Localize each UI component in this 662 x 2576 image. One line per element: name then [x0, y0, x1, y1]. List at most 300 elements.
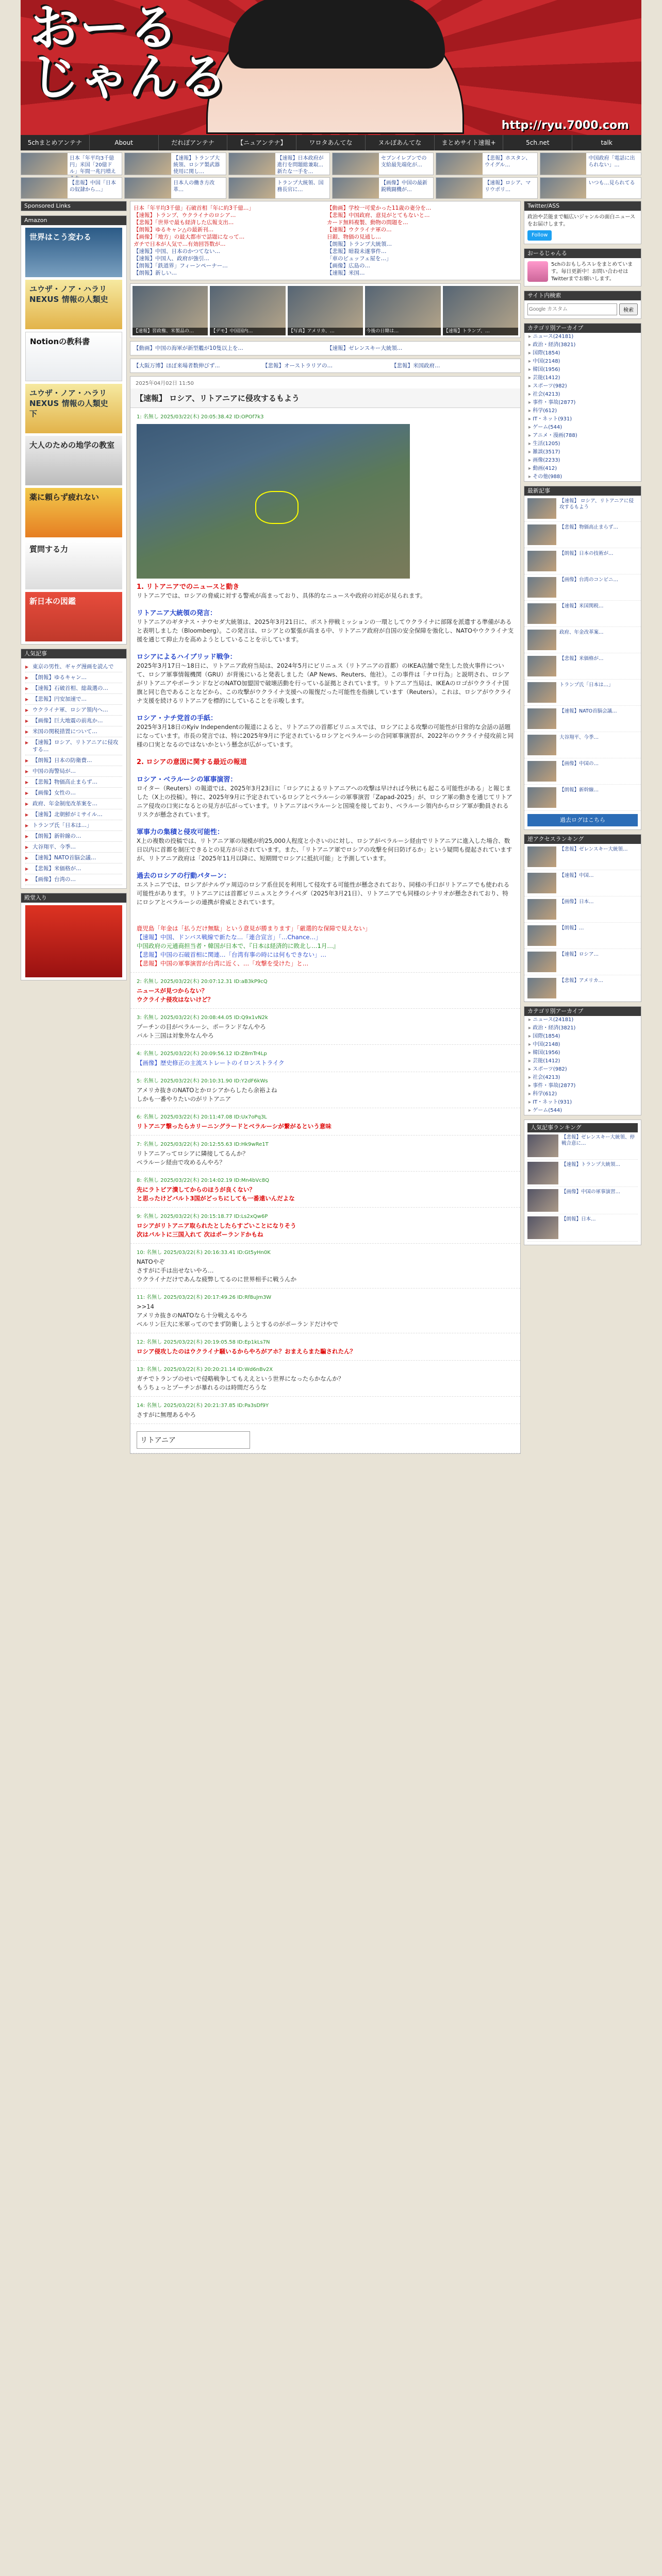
headline-link[interactable]: 【悲報】「世界で最も経済した広報支出… — [134, 219, 234, 226]
promo-link[interactable]: 中国政府の元通商担当者・韓国が日本で、『日本は経済的に敗北し…1月…』 — [137, 942, 339, 950]
list-item[interactable]: ▶ 【朗報】ゆるキャン… — [25, 672, 122, 683]
response-line: >>14 — [137, 1303, 154, 1310]
avatar — [527, 261, 548, 282]
popular-box — [21, 649, 127, 889]
photo-link[interactable] — [210, 286, 285, 335]
logo-line-2: じゃんる — [30, 48, 228, 106]
popular-ranking-title: 人気記事ランキング — [527, 1123, 638, 1132]
response-line: さすがに無理あるやろ — [137, 1411, 196, 1418]
response-line: ウクライナだけであんな疲弊してるのに世界相手に戦うんか — [137, 1276, 297, 1283]
twitter-title: Twitter/ASS — [524, 201, 641, 211]
thumb-link[interactable] — [21, 152, 122, 175]
thumbnail-image — [527, 630, 556, 650]
section-body: エストニアでは、ロシアがナルヴァ周辺のロシア系住民を利用して侵攻する可能性が懸念されており、同様の手口がリトアニアでも使われる可能性があります。リトアニアには首都ビリニュスとクライペダ（2025年3月21日）、リトアニアでも同様のシナリオが懸念されており、特にロシアとベラルーシの連携が脅威とされています。 — [137, 881, 510, 906]
section-body: リトアニアのギタナス・ナウセダ大統領は、2025年3月21日に、ポスト停戦ミッションの一環としてウクライナに部隊を派遣する準備があると表明しました（Bloomberg）。この発言は、ロシアとの緊張が高まる中、リトアニア政府が自国の安全保障を強化し、NATOやウクライナ支援を通じて抑止力を高めようとしていることを示しています。 — [137, 618, 514, 643]
thumbnail-title: 【朗報】日本… — [561, 1216, 596, 1222]
twitter-box — [524, 201, 641, 244]
category-link[interactable]: ▸ ニュース(24181) — [524, 333, 641, 341]
book-ad[interactable]: 薬に頼らず疲れない — [25, 488, 122, 537]
headline-link[interactable]: 【朗報】「鉄道界」フィーンペーナー… — [134, 263, 228, 269]
category-link[interactable]: ▸ ゲーム(544) — [524, 1107, 641, 1115]
ranking-article-link[interactable] — [527, 1187, 638, 1214]
amazon-box — [21, 215, 127, 645]
book-ad[interactable]: ユウザ・ノア・ハラリ NEXUS 情報の人類史 — [25, 280, 122, 329]
profile-body — [524, 258, 641, 286]
thumbnail-image — [527, 577, 556, 598]
article-date: 2025年04月02日 11:50 — [136, 381, 194, 386]
reverse-access-link[interactable] — [524, 923, 641, 949]
section-title: 2. ロシアの意図に関する最近の報道 — [137, 758, 247, 766]
thumb-link[interactable] — [228, 177, 330, 199]
list-item[interactable]: ▶ 【画像】台湾の… — [25, 874, 122, 885]
recent-article-link[interactable] — [524, 653, 641, 680]
photo-link[interactable] — [443, 286, 518, 335]
nav-item[interactable]: まとめサイト速報+ — [435, 135, 504, 150]
thumb-link[interactable] — [332, 177, 434, 199]
thumb-title: セブンイレブンでの支給最先端化が… — [380, 156, 427, 168]
response — [130, 1072, 520, 1108]
list-item[interactable]: ▶ 【速報】NATO首脳会議… — [25, 853, 122, 863]
category-link[interactable]: ▸ IT・ネット(931) — [524, 415, 641, 423]
response-header: 1: 名無し 2025/03/22(木) 20:05:38.42 ID:OPOf7k3 — [137, 414, 264, 420]
category-link[interactable]: ▸ 社会(4213) — [524, 391, 641, 399]
section-body: 2025年3月17日〜18日に、リトアニア政府当局は、2024年5月にビリニュス（リトアニアの首都）のIKEA店舗で発生した放火事件について、ロシア軍事情報機関（GRU）が背後にいると発表しました（AP News、Reuters、他社）。この事件は「ナロ行為」と説明され、ロシアがリトアニアやポーランドなどのNATO加盟国で破壊活動を行っている証拠とされています。リトアニア当局は、IKEAのロゴがウクライナ国旗と同じ色であることなどから、この攻撃がウクライナ支援への報復だった可能性を指摘しています（Reuters）。これは、ロシアがウクライナ支援を続けるリトアニアを標的にしていることを示唆します。 — [137, 662, 512, 704]
list-item[interactable]: ▶ 【画像】巨大地震の前兆か… — [25, 716, 122, 726]
profile-title: おーるじゃんる — [524, 249, 641, 258]
popular-ranking-box — [524, 1120, 641, 1245]
response-line: リトアニアってロシアに隣接してるんか？ — [137, 1150, 249, 1157]
recent-article-link[interactable] — [524, 522, 641, 548]
response — [130, 1208, 520, 1244]
response-header: 14: 名無し 2025/03/22(木) 20:21:37.85 ID:Pa3sDf9Y — [137, 1403, 269, 1409]
thumbnail-image — [527, 952, 556, 972]
category-link[interactable]: ▸ 雑談(3517) — [524, 448, 641, 456]
thumbnail-image — [527, 682, 556, 703]
response — [130, 1397, 520, 1424]
popular-list — [21, 658, 126, 888]
feature-link[interactable]: 【動画】中国の海軍が新型艦が10隻以上を… — [134, 345, 243, 351]
reverse-access-link[interactable] — [524, 844, 641, 870]
reverse-access-link[interactable] — [524, 975, 641, 1002]
headline-link[interactable]: カード無料複製、動物の問題を… — [327, 219, 408, 226]
thumbnail-image — [527, 551, 556, 571]
headline-link[interactable]: 【速報】中国、日本のかつてない… — [134, 248, 220, 255]
headline-link[interactable]: 【朗報】トランプ大統領… — [327, 241, 392, 247]
photo-caption: 【速報】トランプ、… — [443, 328, 518, 335]
headline-link[interactable]: 【朗報】ゆるキャン△の最新刊… — [134, 227, 214, 233]
response-line: 【画像】歴史修正の主流ストレートのイロンストライク — [137, 1059, 285, 1066]
search-box-image: リトアニア — [137, 1431, 250, 1449]
headline-list-right — [327, 205, 517, 277]
section-body: X上の複数の投稿では、リトアニア軍の規模が約25,000人程度と小さいのに対し、ロシアがベラルーシ経由でリトアニアに進入した場合、数日以内に首都を制圧できるとの見方が示されています。また、「リトアニア軍でロシアの攻撃を何日防げるか」という疑問も提起されていますが、リトアニア政府は「2025年11月以降に、短期間でロシアに抵抗可能」と予測しています。 — [137, 837, 512, 862]
thumbnail-image — [527, 1162, 558, 1184]
response-body — [137, 1302, 514, 1329]
nav-item[interactable]: 【ニュアンテナ】 — [227, 135, 296, 150]
list-item[interactable]: ▶ トランプ氏「日本は…」 — [25, 820, 122, 831]
book-ad[interactable]: 新日本の図鑑 — [25, 592, 122, 641]
article — [130, 376, 521, 1454]
response — [130, 1108, 520, 1136]
list-item[interactable]: ▶ 【悲報】物価高止まらず… — [25, 777, 122, 788]
response-body — [137, 1185, 514, 1203]
reverse-access-link[interactable] — [524, 949, 641, 975]
recent-article-link[interactable] — [524, 758, 641, 785]
response — [130, 1136, 520, 1172]
book-ad[interactable]: Notionの教科書 — [25, 332, 122, 381]
thumbnail-title: 【速報】 ロシア、リトアニアに侵攻するもよう — [559, 498, 634, 510]
category-link[interactable]: ▸ IT・ネット(931) — [524, 1098, 641, 1107]
category-link[interactable]: ▸ アニメ・漫画(788) — [524, 432, 641, 440]
recent-article-link[interactable] — [524, 574, 641, 601]
thumbnail-title: 【速報】中国… — [559, 873, 594, 878]
response-body — [137, 1059, 514, 1067]
response-body — [137, 583, 514, 968]
headline-link[interactable]: 【動画】学校一可愛かった11歳の妻分を… — [327, 205, 432, 211]
response-line: しかも一番やりたいのがリトアニア — [137, 1095, 231, 1103]
thumb-link[interactable] — [540, 177, 641, 199]
promo-link[interactable]: 鹿児島「年金は「払うだけ無駄」という意見が勝まります」「厳選的な保障で見えない」 — [137, 925, 371, 932]
response-line: バルト三国は対象外なんやろ — [137, 1032, 214, 1039]
list-item[interactable]: ▶ 【悲報】米価格が… — [25, 863, 122, 874]
thumbnail-image — [527, 1189, 558, 1212]
response-header: 13: 名無し 2025/03/22(木) 20:20:21.14 ID:Wd6nBv2X — [137, 1367, 273, 1372]
site-banner[interactable] — [21, 0, 641, 135]
nav-item[interactable]: ヌルぽあんてな — [366, 135, 435, 150]
thumbnail-title: 【悲報】ゼレンスキー大統領、停戦合意に… — [561, 1134, 635, 1146]
list-item[interactable]: ▶ 東京の男性、ギャグ漫画を読んで — [25, 662, 122, 672]
headline-link[interactable]: 【速報】米国… — [327, 270, 365, 276]
category-link[interactable]: ▸ 画像(2233) — [524, 456, 641, 465]
response-header: 2: 名無し 2025/03/22(木) 20:07:12.31 ID:aB3kP9cQ — [137, 979, 268, 985]
recent-article-link[interactable] — [524, 706, 641, 732]
thumb-image — [333, 153, 379, 175]
response-header: 9: 名無し 2025/03/22(木) 20:15:18.77 ID:Ls2xQw6P — [137, 1214, 268, 1219]
category-link[interactable]: ▸ 科学(612) — [524, 407, 641, 415]
feature-link[interactable]: 【大阪万博】ほぼ来場者数伸びず... — [134, 363, 220, 369]
photo-link[interactable] — [365, 286, 440, 335]
headline-link[interactable]: 【速報】中国人、政府が強引… — [134, 256, 209, 262]
thumbnail-image — [527, 1216, 558, 1239]
thumb-image — [540, 153, 587, 175]
nav-item[interactable]: 5chまとめアンテナ — [21, 135, 90, 150]
category-link[interactable]: ▸ 事件・事故(2877) — [524, 1082, 641, 1090]
site-logo[interactable] — [30, 0, 228, 106]
twitter-text: 政治や芸能まで幅広いジャンルの面白ニュースをお届けします。 — [527, 214, 636, 227]
photo-caption: 今後の日韓は… — [365, 328, 440, 335]
headline-link[interactable]: 【画像】「地方」の最大都市で話題になって… — [134, 234, 245, 240]
headline-links — [130, 201, 521, 280]
category-link[interactable]: ▸ 韓国(1956) — [524, 1049, 641, 1057]
recent-article-link[interactable] — [524, 601, 641, 627]
headline-link[interactable]: 【速報】トランプ、ウクライナのロシア… — [134, 212, 236, 218]
category-link[interactable]: ▸ 中国(2148) — [524, 1041, 641, 1049]
category-link[interactable]: ▸ 中国(2148) — [524, 358, 641, 366]
thumb-link[interactable] — [228, 152, 330, 175]
category-list — [524, 333, 641, 481]
thumb-image — [125, 178, 171, 198]
thumb-link[interactable] — [436, 152, 537, 175]
response-body — [137, 1347, 514, 1356]
response-header: 10: 名無し 2025/03/22(木) 20:16:33.41 ID:Gt5yHn0K — [137, 1250, 271, 1256]
profile-box — [524, 248, 641, 286]
section-title: ロシア・ナチ党首の手紙： — [137, 715, 218, 722]
recent-article-link[interactable] — [524, 732, 641, 758]
thumbnail-title: 【朗報】新幹線… — [559, 787, 599, 793]
thumbnail-title: 【悲報】物価高止まらず… — [559, 524, 619, 530]
sponsored-title: Sponsored Links — [21, 201, 126, 211]
thumbnail-title: 【速報】NATO首脳会議… — [559, 708, 617, 714]
sponsored-box — [21, 201, 127, 211]
recent-article-link[interactable] — [524, 680, 641, 706]
site-url[interactable]: http://ryu.7000.com — [501, 119, 629, 132]
response-line: プーチンの目がベラルーシ、ポーランドなんやろ — [137, 1023, 266, 1030]
thumb-title: 【速報】トランプ大統領、ロシア製武器使用に関し… — [173, 156, 220, 175]
thumbnail-title: 【朗報】日本の技術が… — [559, 551, 614, 556]
global-nav — [21, 135, 641, 150]
thumbnail-title: 【悲報】米価格が… — [559, 656, 604, 662]
category-link[interactable]: ▸ 科学(612) — [524, 1090, 641, 1098]
thumbnail-image — [527, 761, 556, 782]
response-line: さすがに手は出せないやろ… — [137, 1267, 214, 1274]
headline-link[interactable]: 【朗報】新しい… — [134, 270, 177, 276]
category-link[interactable]: ▸ 社会(4213) — [524, 1074, 641, 1082]
headline-link[interactable]: ガチで日本が人気で…有効回答数が… — [134, 241, 226, 247]
category-box-2 — [524, 1006, 641, 1115]
photo-link[interactable] — [288, 286, 363, 335]
category-link[interactable]: ▸ スポーツ(982) — [524, 382, 641, 391]
ranking-article-link[interactable] — [527, 1214, 638, 1242]
thumb-row-1 — [21, 152, 641, 175]
headline-link[interactable]: 【画像】広島の… — [327, 263, 370, 269]
search-title: サイト内検索 — [524, 291, 641, 300]
response-body — [137, 1149, 514, 1167]
thumbnail-title: 【画像】中国の軍事演習… — [561, 1189, 621, 1195]
category-link[interactable]: ▸ 動画(412) — [524, 465, 641, 473]
category-link[interactable]: ▸ ゲーム(544) — [524, 423, 641, 432]
thumbnail-title: トランプ氏「日本は…」 — [559, 682, 614, 688]
follow-button[interactable]: Follow — [527, 230, 552, 241]
thumb-image — [229, 178, 275, 198]
search-input[interactable] — [527, 303, 617, 315]
list-item[interactable]: ▶ 【速報】ロシア、リトアニアに侵攻する… — [25, 737, 122, 755]
category-link[interactable]: ▸ 芸能(1412) — [524, 1057, 641, 1065]
list-item[interactable]: ▶ 政府、年金制度改革案を… — [25, 799, 122, 809]
thumbnail-title: 【速報】ロシア… — [559, 952, 599, 957]
section-title: 軍事力の集積と侵攻可能性： — [137, 828, 224, 836]
response-line: ベルリン巨大に米軍ってのでまず防衛しようとするのがポーランドだけやで — [137, 1320, 338, 1328]
headline-link[interactable]: 「車のビュッフェ屋を…」 — [327, 256, 392, 262]
thumb-title: 【画像】中国の最新鋭戦闘機が… — [380, 180, 427, 193]
list-item[interactable]: ▶ 大谷翔平、今季… — [25, 842, 122, 853]
category-link[interactable]: ▸ 芸能(1412) — [524, 374, 641, 382]
list-item[interactable]: ▶ 米国の関税措置について… — [25, 726, 122, 737]
thumb-image — [229, 153, 275, 175]
list-item[interactable]: ▶ 【朗報】日本の防衛費… — [25, 755, 122, 766]
recent-article-link[interactable] — [524, 785, 641, 811]
nav-item[interactable]: talk — [572, 135, 641, 150]
thumbnail-image — [527, 846, 556, 867]
thumb-image — [125, 153, 171, 175]
response-header: 3: 名無し 2025/03/22(木) 20:08:44.05 ID:Q9x1vN2k — [137, 1015, 268, 1021]
category-link[interactable]: ▸ 政治・経済(3821) — [524, 1024, 641, 1032]
thumbnail-image — [527, 708, 556, 729]
promo-link[interactable]: 【速報】中国、ドンバス戦線で新たな…「連合宣言」「…Chance…」 — [137, 934, 322, 941]
section-title: ロシアによるハイブリッド戦争： — [137, 653, 237, 661]
thumbnail-title: 【画像】中国の… — [559, 761, 599, 767]
headline-link[interactable]: 日銀、物価の見通し… — [327, 234, 381, 240]
photo-caption: 【写真】アメリカ、… — [288, 328, 363, 335]
thumb-link[interactable] — [21, 177, 122, 199]
popular-ranking-list — [527, 1132, 638, 1242]
response-header: 4: 名無し 2025/03/22(木) 20:09:56.12 ID:Z8mTr4Lp — [137, 1051, 267, 1057]
response — [130, 1045, 520, 1072]
recent-list — [524, 496, 641, 811]
promo-link[interactable]: 【悲報】中国の石破首相に関連…「台湾有事の時には何もできない」… — [137, 951, 326, 958]
main-column — [130, 201, 521, 1454]
thumbnail-image — [527, 524, 556, 545]
category-link[interactable]: ▸ スポーツ(982) — [524, 1065, 641, 1074]
response — [130, 973, 520, 1009]
response-line: ベラルーシ経由で攻めるんやろ？ — [137, 1159, 225, 1166]
reverse-access-link[interactable] — [524, 896, 641, 923]
recent-article-link[interactable] — [524, 496, 641, 522]
response-body — [137, 1222, 514, 1239]
logo-line-1: おーる — [30, 0, 178, 57]
thumb-image — [436, 153, 483, 175]
thumbnail-image — [527, 787, 556, 808]
promo-link[interactable]: 【悲報】中国の軍事演習が台湾に近く、…「攻撃を受けた」と… — [137, 960, 309, 967]
nav-item[interactable]: だれぽアンテナ — [159, 135, 228, 150]
nav-item[interactable]: About — [90, 135, 159, 150]
response — [130, 1333, 520, 1361]
thumbnail-image — [527, 735, 556, 755]
thumb-title: 日本「年平均3千億円」米国「20億ドル」年間一兆円増え — [69, 156, 116, 175]
thumb-image — [540, 178, 587, 198]
twitter-widget — [524, 211, 641, 244]
category-link[interactable]: ▸ 政治・経済(3821) — [524, 341, 641, 349]
list-item[interactable]: ▶ 【悲報】円安加速で… — [25, 694, 122, 705]
feature-link[interactable]: 【悲報】オーストラリアの… — [262, 363, 333, 369]
feature-link[interactable]: 【速報】ゼレンスキー大統領… — [327, 345, 403, 351]
thumb-title: 【速報】ロシア、マリウポリ… — [485, 180, 531, 193]
list-item[interactable]: ▶ 【速報】北朝鮮がミサイル… — [25, 809, 122, 820]
thumb-link[interactable] — [332, 152, 434, 175]
list-item[interactable]: ▶ 【朗報】新幹線の… — [25, 831, 122, 842]
thumb-link[interactable] — [124, 152, 226, 175]
thumbnail-title: 【速報】トランプ大統領… — [561, 1162, 621, 1167]
category-link[interactable]: ▸ 韓国(1956) — [524, 366, 641, 374]
category-box — [524, 323, 641, 482]
book-ad[interactable]: 世界はこう変わる — [25, 228, 122, 277]
recent-title: 最新記事 — [524, 486, 641, 496]
response-list — [130, 973, 520, 1424]
section-title: 1. リトアニアでのニュースと動き — [137, 583, 240, 591]
book-ad[interactable]: ユウザ・ノア・ハラリ NEXUS 情報の人類史 下 — [25, 384, 122, 433]
section-title: 過去のロシアの行動パターン： — [137, 872, 230, 880]
thumb-title: 日本人の働き方改革… — [173, 180, 215, 193]
category-title: カテゴリ別アーカイブ — [524, 324, 641, 333]
response-line: ロシアがリトアニア取られたとしたらすごいことになりそう — [137, 1222, 296, 1229]
section-body: リトアニアでは、ロシアの脅威に対する警戒が高まっており、具体的なニュースや政府の対応が見られます。 — [137, 592, 426, 599]
headline-list-left — [134, 205, 324, 277]
thumbnail-image — [527, 978, 556, 998]
hall-of-fame-image[interactable] — [25, 905, 122, 977]
response-line: 次はバルトに三国入れて 次はポーランドかもね — [137, 1231, 263, 1238]
book-ad[interactable]: 質問する力 — [25, 540, 122, 589]
thumb-title: 【悲報】ホスタン、ウイグル… — [485, 156, 531, 168]
thumbnail-title: 【画像】台湾のコンビニ… — [559, 577, 619, 583]
section-body: ロイター（Reuters）の報道では、2025年3月23日に「ロシアによるリトアニアへの攻撃は早ければ今秋にも起こる可能性がある」と報じました（X上の投稿）。特に、2025年9月に予定されているロシアとベラルーシの軍事演習「Zapad-2025」が、ロシア軍の動きを通じてリトアニア侵攻の口実になるとの見方が広がっています。リトアニアはベラルーシと国境を接しており、ベラルーシ領内からロシア軍が動員されるリスクが懸念されています。 — [137, 785, 512, 818]
thumbnail-title: 【速報】米国関税… — [559, 603, 604, 609]
ranking-article-link[interactable] — [527, 1160, 638, 1187]
recent-box — [524, 486, 641, 830]
popular-title: 人気記事 — [21, 649, 126, 658]
search-form — [524, 300, 641, 318]
category-link[interactable]: ▸ 事件・事故(2877) — [524, 399, 641, 407]
response-line: もうちょっとプーチンが暴れるのは時間だろうな — [137, 1384, 267, 1391]
nav-item[interactable]: 5ch.net — [503, 135, 572, 150]
response — [130, 1361, 520, 1397]
section-body: 2025年3月18日のKyiv Independentの報道によると、リトアニアの首都ビリニュスでは、ロシアによる攻撃の可能性が日常的な会話の話題になっています。市長の発言では、特に2025年9月に予定されているロシアとベラルーシの合同軍事演習が、2022年のウクライナ侵攻前と同様の口実となるのではないかという懸念が広がっています。 — [137, 723, 514, 748]
response-line: ウクライナ侵攻はないけど？ — [137, 996, 214, 1003]
category-link[interactable]: ▸ その他(988) — [524, 473, 641, 481]
list-item[interactable]: ▶ 中国の海警局が… — [25, 766, 122, 777]
thumb-title: 【速報】日本政府が進行を問題総兼取...新たな一手を… — [277, 156, 324, 175]
list-item[interactable]: ▶ ウクライナ軍、ロシア領内へ… — [25, 705, 122, 716]
photo-link[interactable] — [133, 286, 208, 335]
category-link[interactable]: ▸ 国際(1854) — [524, 1032, 641, 1041]
ranking-article-link[interactable] — [527, 1132, 638, 1160]
headline-link[interactable]: 【速報】ウクライナ軍の… — [327, 227, 392, 233]
map-image — [137, 424, 410, 579]
thumbnail-title: 【悲報】アメリカ… — [559, 978, 603, 984]
list-item[interactable]: ▶ 【画像】女性の… — [25, 788, 122, 799]
thumb-link[interactable] — [436, 177, 537, 199]
response-header: 6: 名無し 2025/03/22(木) 20:11:47.08 ID:Ux7oPq3L — [137, 1114, 267, 1120]
reverse-access-title: 逆アクセスランキング — [524, 835, 641, 844]
category-link[interactable]: ▸ 生活(1205) — [524, 440, 641, 448]
response-line: ロシア侵攻したのはウクライナ騒いるからやろがアホ？おまえらまた騙されたん？ — [137, 1348, 356, 1355]
response-body — [137, 1086, 514, 1104]
reverse-access-list — [524, 844, 641, 1002]
feature-link[interactable]: 【悲報】米国政府… — [391, 363, 440, 369]
search-button[interactable]: 検索 — [619, 303, 638, 315]
reverse-access-box — [524, 834, 641, 1002]
recent-article-link[interactable] — [524, 627, 641, 653]
more-button[interactable]: 過去ログはこちら — [527, 814, 638, 826]
response-header: 5: 名無し 2025/03/22(木) 20:10:31.90 ID:Y2dF6kWs — [137, 1078, 268, 1084]
photo-caption: 【デモ】中国国内… — [210, 328, 285, 335]
section-title: ロシア・ベラルーシの軍事演習： — [137, 776, 237, 784]
nav-item[interactable]: ワロタあんてな — [296, 135, 366, 150]
thumb-image — [21, 178, 68, 198]
book-ad[interactable]: 大人のための地学の教室 — [25, 436, 122, 485]
thumb-link[interactable] — [540, 152, 641, 175]
category-link[interactable]: ▸ ニュース(24181) — [524, 1016, 641, 1024]
thumb-title: 【悲報】中国「日本の奴隷から…」 — [69, 180, 116, 193]
banner-character-illustration — [206, 5, 464, 134]
headline-link[interactable]: 【悲報】中国政府、意見がとてもないと… — [327, 212, 430, 218]
reverse-access-link[interactable] — [524, 870, 641, 896]
thumb-link[interactable] — [124, 177, 226, 199]
recent-article-link[interactable] — [524, 548, 641, 574]
category-link[interactable]: ▸ 国際(1854) — [524, 349, 641, 358]
list-item[interactable]: ▶ 【速報】石破首相、総裁選の… — [25, 683, 122, 694]
headline-link[interactable]: 日本「年平均3千億」石破首相「年に約3千億…」 — [134, 205, 254, 211]
response-line: アメリカ抜きのNATOとかロシアからしたら余裕よね — [137, 1087, 277, 1094]
headline-link[interactable]: 【悲報】暗殺未遂事件… — [327, 248, 387, 255]
photo-link-grid — [130, 283, 521, 338]
